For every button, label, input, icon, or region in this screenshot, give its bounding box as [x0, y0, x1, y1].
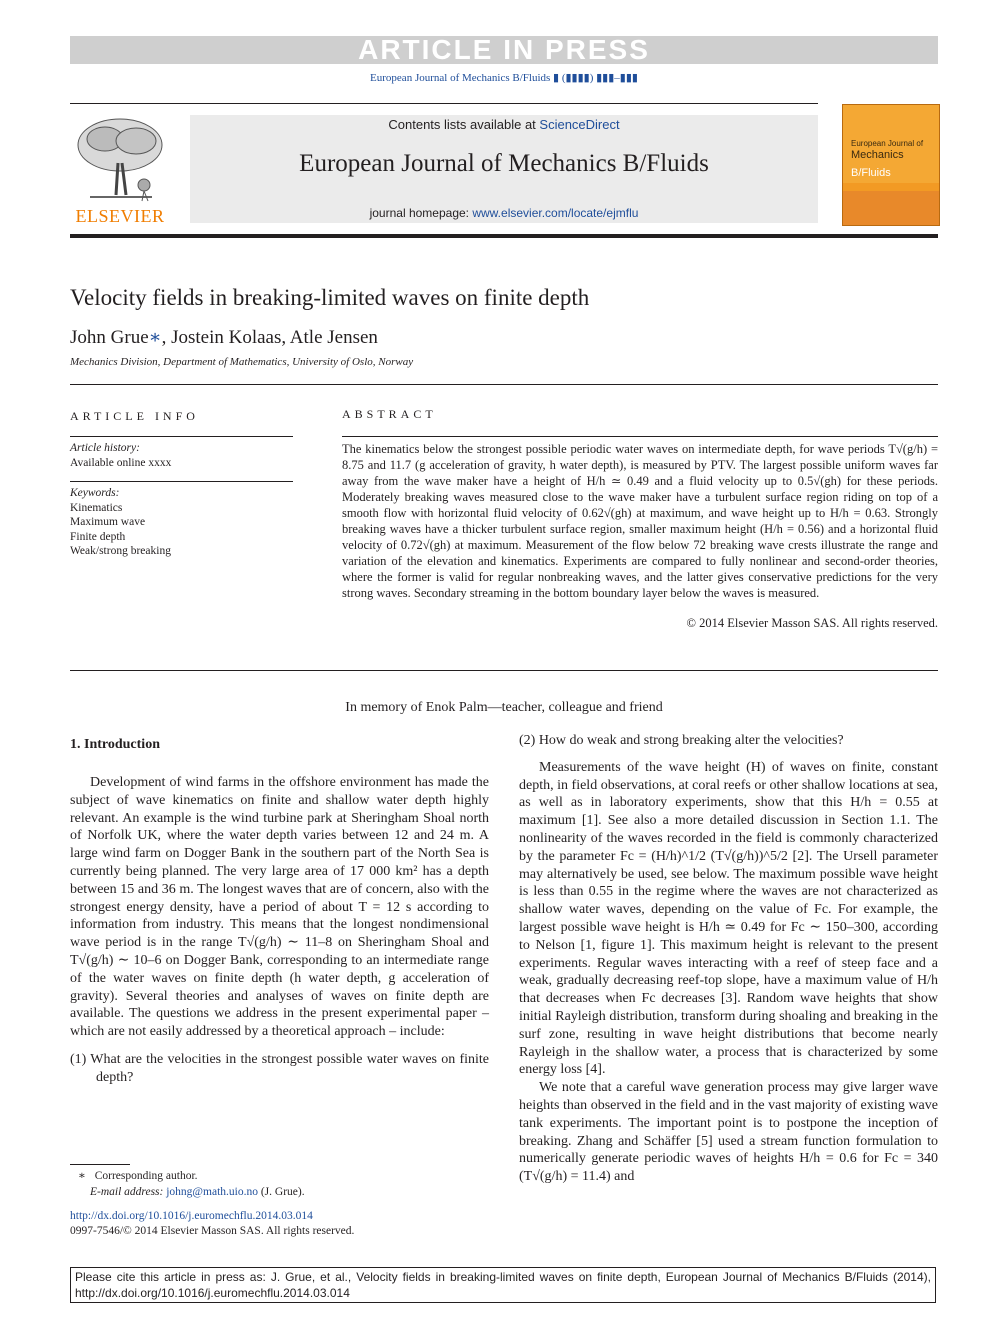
homepage-link[interactable]: www.elsevier.com/locate/ejmflu: [472, 206, 639, 220]
intro-paragraph-1: Development of wind farms in the offshore environment has made the subject of wave kinematics on finite and shallow water depth highly relevant. An example is the wind turbine park at Sheringham Shoal north of Norfolk UK, where the water depth varies between 12 and 24 m. A large wind farm on Dogger Bank in the southern part of the North Sea is currently being planned. The very large area of 17 000 km² has a depth between 15 and 36 m. The longest waves that are of concern, also with the strongest energy density, have a period of about T = 12 s according to information from industry. This means that the longest nondimensional wave period is in the range T√(g/h) ∼ 11–8 on Sheringham Shoal and T√(g/h) ∼ 10–6 on Dogger Bank, corresponding to an intermediate range of the water waves on finite depth (h water depth, g acceleration of gravity). Several theories and analyses of waves on finite depth are available. The questions we address in the present experimental paper – which are not easily addressed by a theoretical approach – include:: [70, 775, 489, 1040]
question-2: (2) How do weak and strong breaking alter the velocities?: [519, 733, 844, 748]
keywords-block: [70, 486, 171, 559]
info-top-rule: [70, 384, 938, 385]
email-label: E-mail address:: [90, 1186, 164, 1198]
left-column: [70, 774, 489, 1087]
footnote-star: ∗: [78, 1170, 86, 1182]
keyword-item: Weak/strong breaking: [70, 545, 171, 557]
journal-reference[interactable]: European Journal of Mechanics B/Fluids ▮ (▮▮▮▮) ▮▮▮–▮▮▮: [370, 72, 638, 84]
footnote-email: [90, 1185, 305, 1200]
footnote-corresponding: [78, 1169, 198, 1184]
sciencedirect-link[interactable]: ScienceDirect: [539, 117, 620, 132]
homepage-prefix: journal homepage:: [369, 206, 473, 220]
history-value: Available online xxxx: [70, 456, 172, 469]
affiliation: Mechanics Division, Department of Mathematics, University of Oslo, Norway: [70, 356, 414, 368]
abstract-text: The kinematics below the strongest possible periodic water waves on intermediate depth, for wave periods T√(g/h) = 8.75 and 11.7 (g acceleration of gravity, h water depth), is measured by PTV. The largest possible uniform waves far away from the wave maker have a height of H/h ≃ 0.49 and a fluid velocity up to 0.5√(gh) for these periods. Moderately breaking waves measured close to the wave maker have a turbulent surface region riding on top of a smooth flow with horizontal fluid velocity of 0.62√(gh) at maximum, and wave height up to H/h = 0.63. Strongly breaking waves have a thicker turbulent surface region, smaller maximum height (H/h = 0.56) and a horizontal fluid velocity of 0.72√(gh) at maximum. Measurement of the flow below 72 breaking wave crests illustrate the range and variation of the elevation and kinematics. Experiments are compared to fully nonlinear and second-order theories, where the former is valid for regular nonbreaking waves, and the latter gives conservative predictions for the very strong waves. Secondary streaming in the bottom boundary layer below the waves is measured.: [342, 442, 938, 600]
issn-line: 0997-7546/© 2014 Elsevier Masson SAS. All rights reserved.: [70, 1225, 355, 1237]
doi-link[interactable]: http://dx.doi.org/10.1016/j.euromechflu.2014.03.014: [70, 1210, 313, 1222]
keyword-item: Maximum wave: [70, 516, 146, 528]
header-top-rule: [70, 103, 818, 104]
email-link[interactable]: johng@math.uio.no: [166, 1186, 258, 1198]
article-title: Velocity fields in breaking-limited waves on finite depth: [70, 285, 590, 310]
cover-line1: European Journal of: [851, 139, 924, 148]
keyword-item: Finite depth: [70, 530, 126, 543]
question-1: (1) What are the velocities in the strongest possible water waves on finite depth?: [70, 1051, 489, 1085]
first-author: John Grue: [70, 327, 149, 348]
elsevier-wordmark: ELSEVIER: [75, 206, 165, 226]
cover-line2: Mechanics: [851, 149, 904, 161]
journal-title: European Journal of Mechanics B/Fluids: [299, 150, 709, 177]
intro-paragraph-2: Measurements of the wave height (H) of waves on finite, constant depth, in field observations, at coral reefs or other shallow locations at sea, as well as in laboratory experiments, show that this H/h = 0.55 at maximum [1]. See also a more detailed discussion in Section 1.1. The nonlinearity of the waves recorded in the field is commonly characterized by the parameter Fc = (H/h)^1/2 (T√(g/h))^5/2 [2]. The Ursell parameter may alternatively be used, see below. The maximum possible wave height is less than 0.55 in the regime where the waves are not characterized as shallow water waves, depending on the value of Fc. For example, the largest possible wave height is H/h ≃ 0.49 for Fc ∼ 150–300, according to Nelson [1, figure 1]. This maximum height is relevant to the present experiments. Regular waves interacting with a reef of steep face and a weak, gradually decreasing reef-top slope, have a maximum value of H/h that decreases when Fc decreases [3]. Random wave heights that show initial Rayleigh distribution, transform during shoaling and breaking in the surf zone, resulting in wave height distributions that become nearly Rayleigh in the shallow water, a process that is characterized by some energy loss [4].: [519, 759, 938, 1078]
homepage-line: [190, 206, 818, 220]
keywords-label: Keywords:: [70, 487, 120, 499]
other-authors: , Jostein Kolaas, Atle Jensen: [161, 327, 378, 348]
article-info-heading: ARTICLE INFO: [70, 409, 199, 423]
citation-box[interactable]: Please cite this article in press as: J. Grue, et al., Velocity fields in breaking-limited waves on finite depth, European Journal of Mechanics B/Fluids (2014), http://dx.doi.org/10.1016/j.euromechflu.2014.03.014: [70, 1267, 936, 1303]
history-label: Article history:: [70, 442, 140, 454]
email-suffix: (J. Grue).: [257, 1186, 305, 1198]
abstract-copyright: © 2014 Elsevier Masson SAS. All rights reserved.: [686, 616, 938, 630]
corresponding-author-marker[interactable]: ∗: [148, 327, 162, 348]
cover-bottom-panel: [843, 191, 939, 225]
abstract-rule: [342, 436, 938, 437]
contents-prefix: Contents lists available at: [388, 117, 540, 132]
keyword-item: Kinematics: [70, 501, 123, 514]
abstract-bottom-rule: [70, 670, 938, 671]
article-info-rule: [70, 436, 293, 437]
cover-line3: B/Fluids: [851, 167, 891, 179]
section-heading-introduction: 1. Introduction: [70, 737, 160, 752]
article-in-press-banner: ARTICLE IN PRESS: [70, 36, 938, 64]
abstract-heading: ABSTRACT: [342, 407, 437, 421]
keywords-rule: [70, 481, 293, 482]
right-column: [519, 732, 938, 1186]
author-list: [70, 326, 378, 349]
article-history: [70, 441, 171, 470]
dedication: In memory of Enok Palm—teacher, colleague and friend: [345, 700, 663, 715]
intro-paragraph-3: We note that a careful wave generation process may give larger wave heights than observed in the field and in the vast majority of existing wave tank experiments. The important point is to postpone the inception of breaking. Zhang and Schäffer [5] used a stream function formulation to numerically generate periodic waves of heights H/h = 0.6 for Fc = 340 (T√(g/h) = 11.4) and: [519, 1080, 938, 1185]
header-bottom-rule: [70, 234, 938, 238]
corresponding-label: Corresponding author.: [94, 1170, 198, 1182]
footnote-rule: [70, 1164, 130, 1165]
contents-line: [190, 117, 818, 132]
journal-cover-thumbnail[interactable]: [842, 104, 940, 226]
